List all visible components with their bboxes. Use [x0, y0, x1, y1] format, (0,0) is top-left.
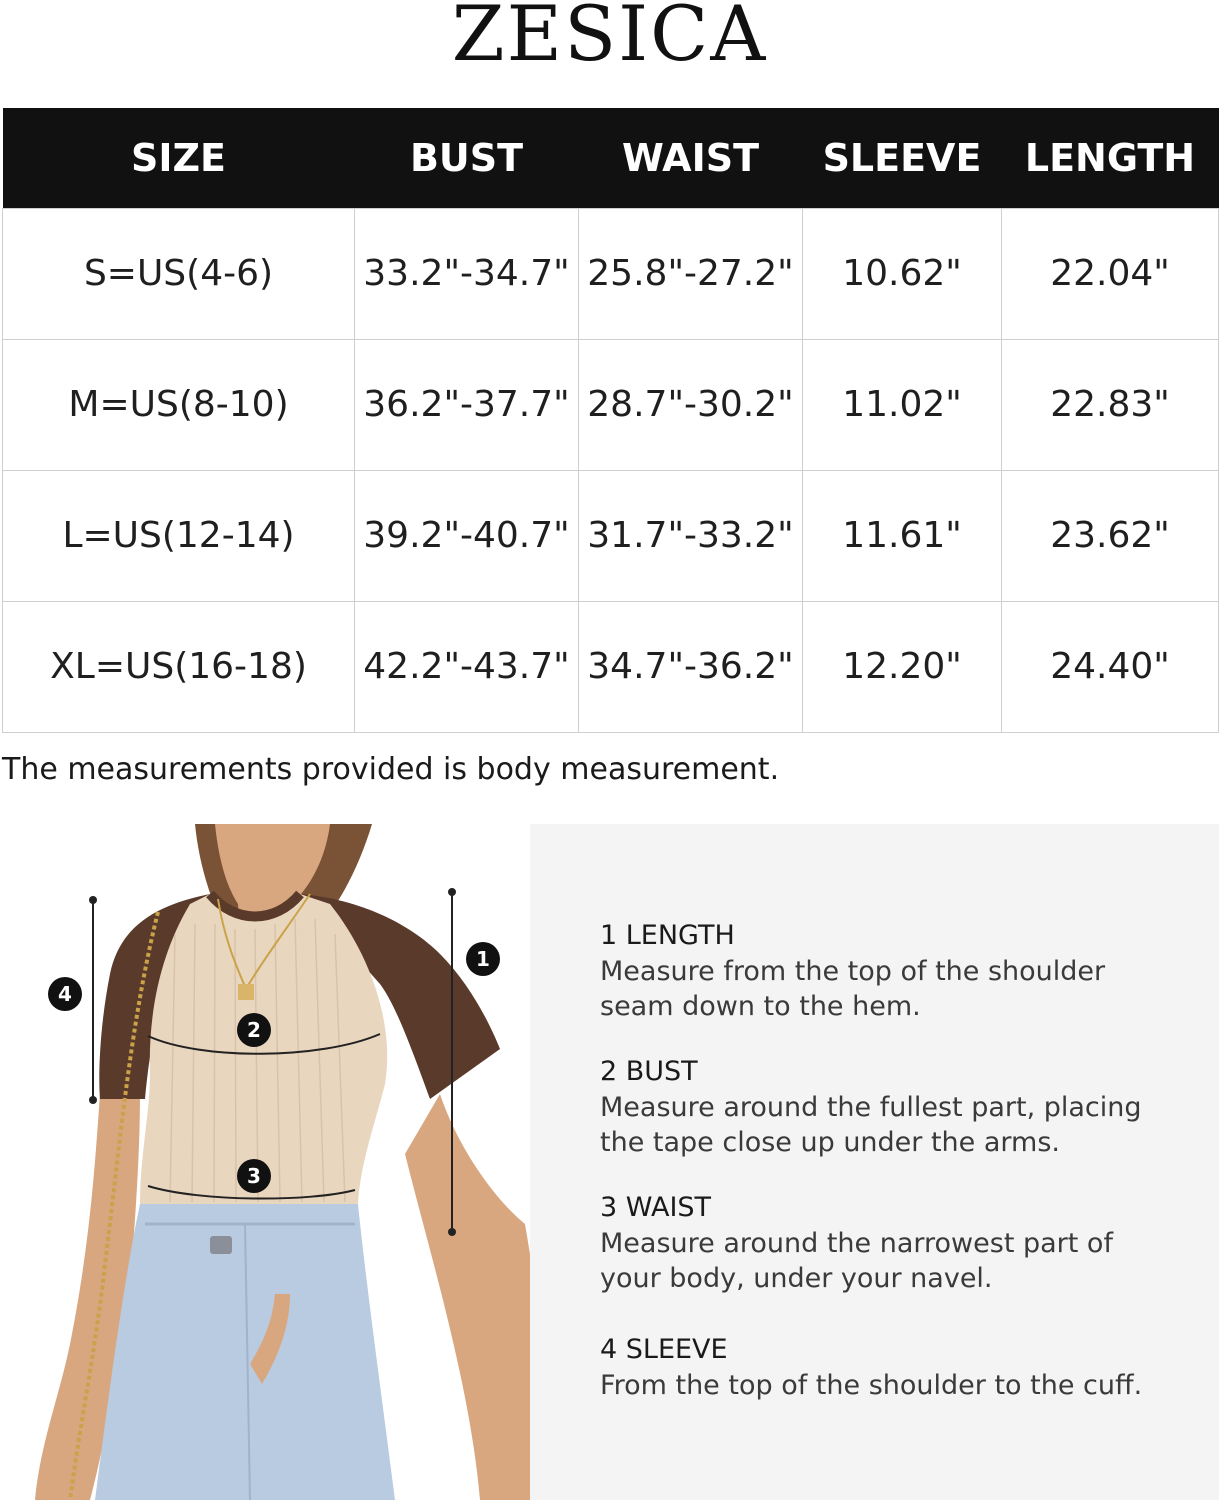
- guide-waist-line: Measure around the narrowest part of: [600, 1228, 1113, 1259]
- guide-length: [600, 918, 1200, 1024]
- guide-sleeve-line: From the top of the shoulder to the cuff.: [600, 1370, 1143, 1401]
- cell-bust: 39.2"-40.7": [355, 470, 579, 601]
- guide-bust-title: 2 BUST: [600, 1056, 698, 1087]
- cell-waist: 31.7"-33.2": [579, 470, 803, 601]
- badge-length: 1: [466, 942, 500, 976]
- model-illustration: [0, 824, 530, 1500]
- cell-size: M=US(8-10): [3, 339, 355, 470]
- badge-sleeve: 4: [48, 977, 82, 1011]
- header-sleeve: SLEEVE: [803, 108, 1002, 208]
- badge-bust: 2: [237, 1013, 271, 1047]
- cell-sleeve: 12.20": [803, 601, 1002, 732]
- cell-length: 23.62": [1002, 470, 1219, 601]
- measurement-guide: [530, 824, 1219, 1500]
- header-waist: WAIST: [579, 108, 803, 208]
- table-row: [3, 601, 1219, 732]
- brand-logo: ZESICA: [451, 0, 768, 78]
- header-length: LENGTH: [1002, 108, 1219, 208]
- cell-length: 24.40": [1002, 601, 1219, 732]
- guide-sleeve: [600, 1332, 1200, 1403]
- guide-sleeve-title: 4 SLEEVE: [600, 1334, 728, 1365]
- model-figure: [0, 824, 530, 1500]
- cell-waist: 34.7"-36.2": [579, 601, 803, 732]
- measurement-note: The measurements provided is body measurement.: [2, 752, 780, 787]
- cell-length: 22.04": [1002, 208, 1219, 339]
- guide-length-title: 1 LENGTH: [600, 920, 735, 951]
- header-bust: BUST: [355, 108, 579, 208]
- cell-size: XL=US(16-18): [3, 601, 355, 732]
- table-row: [3, 339, 1219, 470]
- cell-sleeve: 10.62": [803, 208, 1002, 339]
- cell-size: L=US(12-14): [3, 470, 355, 601]
- table-row: [3, 470, 1219, 601]
- guide-length-line: Measure from the top of the shoulder: [600, 956, 1106, 987]
- cell-length: 22.83": [1002, 339, 1219, 470]
- guide-waist: [600, 1190, 1200, 1296]
- size-chart-table: [2, 108, 1219, 733]
- cell-size: S=US(4-6): [3, 208, 355, 339]
- badge-waist: 3: [237, 1159, 271, 1193]
- guide-waist-title: 3 WAIST: [600, 1192, 712, 1223]
- guide-length-line: seam down to the hem.: [600, 991, 921, 1022]
- cell-sleeve: 11.61": [803, 470, 1002, 601]
- table-header-row: [3, 108, 1219, 208]
- guide-bust-line: Measure around the fullest part, placing: [600, 1092, 1142, 1123]
- table-row: [3, 208, 1219, 339]
- cell-bust: 36.2"-37.7": [355, 339, 579, 470]
- cell-sleeve: 11.02": [803, 339, 1002, 470]
- guide-bust: [600, 1054, 1200, 1160]
- guide-bust-line: the tape close up under the arms.: [600, 1127, 1060, 1158]
- cell-bust: 42.2"-43.7": [355, 601, 579, 732]
- guide-waist-line: your body, under your navel.: [600, 1263, 993, 1294]
- cell-waist: 25.8"-27.2": [579, 208, 803, 339]
- cell-waist: 28.7"-30.2": [579, 339, 803, 470]
- cell-bust: 33.2"-34.7": [355, 208, 579, 339]
- header-size: SIZE: [3, 108, 355, 208]
